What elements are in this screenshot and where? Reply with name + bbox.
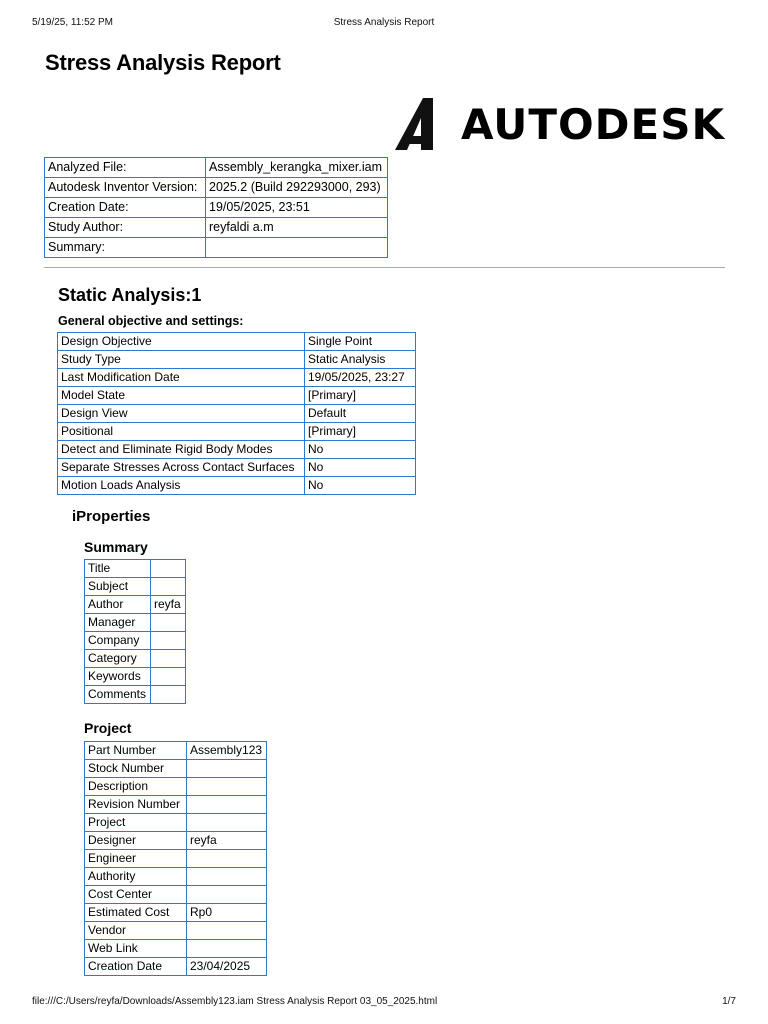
print-header [32, 17, 736, 28]
row-label: Description [85, 778, 187, 796]
table-row [85, 632, 186, 650]
row-value: 19/05/2025, 23:27 [305, 369, 416, 387]
table-row [85, 778, 267, 796]
row-label: Motion Loads Analysis [58, 477, 305, 495]
row-value [187, 922, 267, 940]
row-value [187, 778, 267, 796]
row-label: Web Link [85, 940, 187, 958]
summary-table [84, 559, 186, 704]
page-number: 1/7 [722, 996, 736, 1007]
row-value: 2025.2 (Build 292293000, 293) [206, 178, 388, 198]
print-path: file:///C:/Users/reyfa/Downloads/Assembly123.iam Stress Analysis Report 03_05_2025.html [32, 996, 438, 1007]
row-value [187, 850, 267, 868]
row-value: No [305, 441, 416, 459]
table-row [45, 238, 388, 258]
table-row [58, 441, 416, 459]
table-row [58, 333, 416, 351]
row-label: Designer [85, 832, 187, 850]
row-value: Assembly123 [187, 742, 267, 760]
row-value [187, 868, 267, 886]
row-value: reyfaldi a.m [206, 218, 388, 238]
row-label: Last Modification Date [58, 369, 305, 387]
row-value: No [305, 477, 416, 495]
row-value [187, 940, 267, 958]
table-row [85, 814, 267, 832]
table-row [58, 387, 416, 405]
row-label: Model State [58, 387, 305, 405]
table-row [45, 158, 388, 178]
row-label: Creation Date [85, 958, 187, 976]
table-row [85, 832, 267, 850]
row-value: [Primary] [305, 423, 416, 441]
row-label: Engineer [85, 850, 187, 868]
report-title: Stress Analysis Report [45, 50, 281, 75]
row-value: Single Point [305, 333, 416, 351]
row-label: Cost Center [85, 886, 187, 904]
project-table [84, 741, 267, 976]
row-value [151, 650, 186, 668]
table-row [85, 760, 267, 778]
row-value: 19/05/2025, 23:51 [206, 198, 388, 218]
row-label: Summary: [45, 238, 206, 258]
row-value [187, 814, 267, 832]
row-label: Category [85, 650, 151, 668]
table-row [58, 459, 416, 477]
print-datetime: 5/19/25, 11:52 PM [32, 17, 113, 28]
table-row [85, 578, 186, 596]
row-label: Autodesk Inventor Version: [45, 178, 206, 198]
table-row [45, 198, 388, 218]
table-row [85, 560, 186, 578]
row-value: Default [305, 405, 416, 423]
file-info-table [44, 157, 388, 258]
row-value [151, 686, 186, 704]
row-label: Title [85, 560, 151, 578]
table-row [85, 886, 267, 904]
row-label: Detect and Eliminate Rigid Body Modes [58, 441, 305, 459]
row-value: reyfa [187, 832, 267, 850]
table-row [58, 351, 416, 369]
row-label: Comments [85, 686, 151, 704]
table-row [85, 940, 267, 958]
print-footer [32, 996, 736, 1007]
row-label: Positional [58, 423, 305, 441]
table-row [45, 178, 388, 198]
row-label: Design View [58, 405, 305, 423]
row-label: Author [85, 596, 151, 614]
row-value [151, 578, 186, 596]
row-value: Assembly_kerangka_mixer.iam [206, 158, 388, 178]
row-label: Analyzed File: [45, 158, 206, 178]
row-value: Static Analysis [305, 351, 416, 369]
row-label: Company [85, 632, 151, 650]
row-value [151, 632, 186, 650]
row-label: Part Number [85, 742, 187, 760]
autodesk-logo-icon [393, 96, 453, 152]
row-label: Study Type [58, 351, 305, 369]
row-value: 23/04/2025 [187, 958, 267, 976]
row-value [151, 668, 186, 686]
table-row [85, 650, 186, 668]
table-row [85, 904, 267, 922]
table-row [58, 369, 416, 387]
table-row [85, 958, 267, 976]
section-title: Static Analysis:1 [58, 285, 202, 305]
divider [44, 267, 725, 268]
table-row [45, 218, 388, 238]
summary-heading: Summary [84, 539, 148, 555]
row-label: Study Author: [45, 218, 206, 238]
row-label: Separate Stresses Across Contact Surfaces [58, 459, 305, 477]
row-value [151, 614, 186, 632]
row-value [187, 796, 267, 814]
row-value: No [305, 459, 416, 477]
settings-table [57, 332, 416, 495]
row-value: Rp0 [187, 904, 267, 922]
table-row [85, 796, 267, 814]
row-value [151, 560, 186, 578]
table-row [85, 922, 267, 940]
row-label: Keywords [85, 668, 151, 686]
print-title: Stress Analysis Report [333, 17, 435, 28]
row-value [206, 238, 388, 258]
project-heading: Project [84, 720, 132, 736]
table-row [85, 868, 267, 886]
row-label: Authority [85, 868, 187, 886]
logo-text: AUTODESK [461, 99, 726, 149]
row-label: Project [85, 814, 187, 832]
row-label: Estimated Cost [85, 904, 187, 922]
row-value: reyfa [151, 596, 186, 614]
table-row [85, 850, 267, 868]
row-label: Subject [85, 578, 151, 596]
table-row [58, 423, 416, 441]
table-row [58, 477, 416, 495]
table-row [85, 742, 267, 760]
row-label: Revision Number [85, 796, 187, 814]
row-label: Manager [85, 614, 151, 632]
table-row [58, 405, 416, 423]
row-value [187, 886, 267, 904]
autodesk-logo [393, 96, 733, 152]
table-row [85, 686, 186, 704]
table-row [85, 668, 186, 686]
row-value [187, 760, 267, 778]
iproperties-heading: iProperties [72, 508, 151, 525]
row-label: Vendor [85, 922, 187, 940]
table-row [85, 614, 186, 632]
row-value: [Primary] [305, 387, 416, 405]
row-label: Stock Number [85, 760, 187, 778]
row-label: Creation Date: [45, 198, 206, 218]
row-label: Design Objective [58, 333, 305, 351]
table-row [85, 596, 186, 614]
settings-heading: General objective and settings: [58, 314, 244, 328]
